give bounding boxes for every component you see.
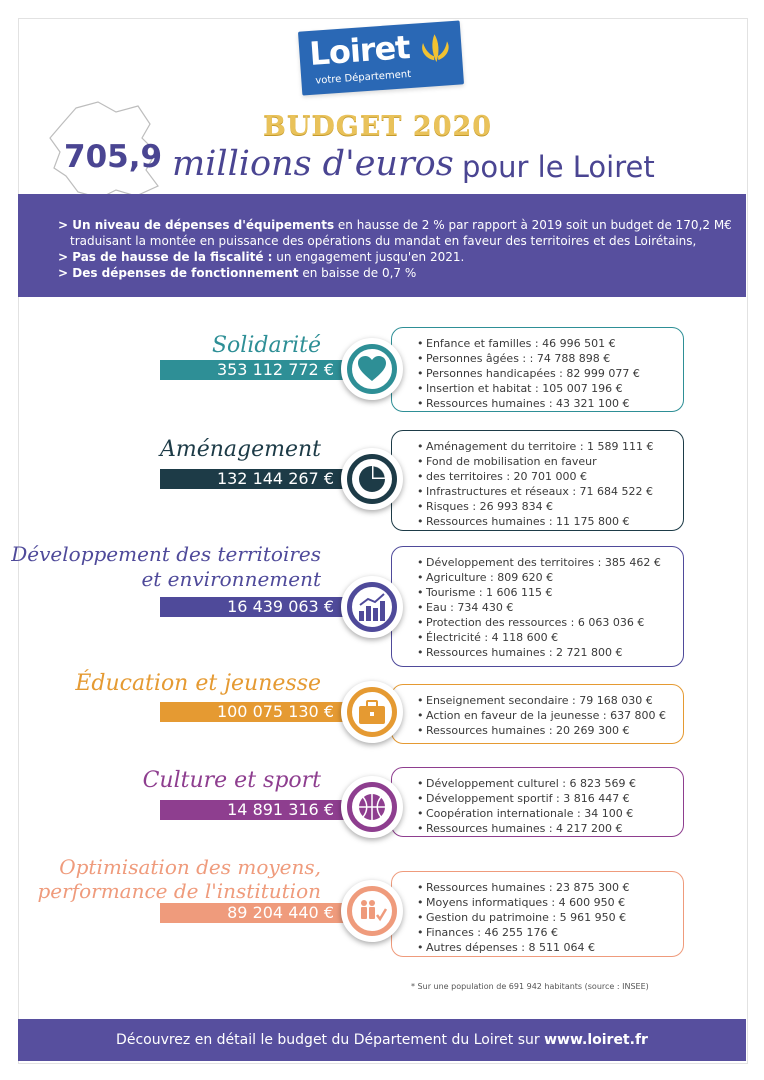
budget-title: BUDGET 2020 [263,111,493,142]
section-title-developpement-2: et environnement [141,567,321,591]
amount-amenagement: 132 144 267 € [160,469,372,489]
list-item: • Coopération internationale : 34 100 € [426,806,683,821]
list-item: • Insertion et habitat : 105 007 196 € [426,381,683,396]
amount-solidarite: 353 112 772 € [160,360,372,380]
banner-line-3: > Pas de hausse de la fiscalité : un engagement jusqu'en 2021. [58,250,465,264]
list-item: • Protection des ressources : 6 063 036 € [426,615,683,630]
footer-text: Découvrez en détail le budget du Département du Loiret sur [116,1032,545,1048]
list-item: • Ressources humaines : 23 875 300 € [426,880,683,895]
optimisation-badge [341,880,403,942]
list-item: • Personnes handicapées : 82 999 077 € [426,366,683,381]
pour-label: pour le Loiret [462,150,655,184]
section-title-education: Éducation et jeunesse [75,671,321,696]
list-item: • Ressources humaines : 2 721 800 € [426,645,683,660]
section-title-amenagement: Aménagement [159,437,321,462]
list-item: • Aménagement du territoire : 1 589 111 € [426,439,683,454]
list-item: • Finances : 46 255 176 € [426,925,683,940]
list-item: • Ressources humaines : 43 321 100 € [426,396,683,411]
people-check-icon [356,895,388,927]
culture-badge [341,776,403,838]
list-item: • Agriculture : 809 620 € [426,570,683,585]
footnote: * Sur une population de 691 942 habitants (source : INSEE) [411,982,649,991]
list-item: • Enfance et familles : 46 996 501 € [426,336,683,351]
list-item: • Tourisme : 1 606 115 € [426,585,683,600]
amenagement-badge [341,448,403,510]
amount-culture: 14 891 316 € [160,800,372,820]
highlights-banner [18,194,746,297]
bar-graph-icon [356,591,388,623]
footer-banner [18,1019,746,1061]
total-amount: 705,9 [64,139,163,175]
list-item: • Moyens informatiques : 4 600 950 € [426,895,683,910]
list-item: • des territoires : 20 701 000 € [426,469,683,484]
section-title-optimisation-1: Optimisation des moyens, [59,855,321,879]
pie-chart-icon [356,463,388,495]
list-item: • Personnes âgées : : 74 788 898 € [426,351,683,366]
section-title-optimisation-2: performance de l'institution [37,879,321,903]
developpement-badge [341,576,403,638]
details-culture [391,767,684,837]
list-item: • Électricité : 4 118 600 € [426,630,683,645]
list-item: • Gestion du patrimoine : 5 961 950 € [426,910,683,925]
loiret-logo[interactable] [298,20,464,95]
list-item: • Développement culturel : 6 823 569 € [426,776,683,791]
details-optimisation [391,871,684,957]
education-badge [341,681,403,743]
details-solidarite [391,327,684,412]
banner-line-4: > Des dépenses de fonctionnement en baisse de 0,7 % [58,266,417,280]
section-title-culture: Culture et sport [142,768,321,793]
list-item: • Action en faveur de la jeunesse : 637 800 € [426,708,683,723]
list-item: • Ressources humaines : 20 269 300 € [426,723,683,738]
section-title-developpement-1: Développement des territoires [11,542,321,566]
list-item: • Développement des territoires : 385 462 € [426,555,683,570]
list-item: • Eau : 734 430 € [426,600,683,615]
logo-tagline: votre Département [315,68,412,87]
footer-link[interactable]: www.loiret.fr [544,1032,648,1048]
list-item: • Fond de mobilisation en faveur [426,454,683,469]
banner-line-1: > Un niveau de dépenses d'équipements en hausse de 2 % par rapport à 2019 soit un budget de 170,2 M€ [58,218,732,232]
list-item: • Enseignement secondaire : 79 168 030 € [426,693,683,708]
list-item: • Ressources humaines : 11 175 800 € [426,514,683,529]
list-item: • Infrastructures et réseaux : 71 684 522 € [426,484,683,499]
briefcase-icon [356,696,388,728]
details-developpement [391,546,684,667]
banner-line-2: traduisant la montée en puissance des opérations du mandat en faveur des territoires et des Loirétains, [70,234,697,248]
details-amenagement [391,430,684,531]
section-title-solidarite: Solidarité [211,333,321,358]
list-item: • Risques : 26 993 834 € [426,499,683,514]
details-education [391,684,684,744]
logo-name: Loiret [308,28,411,73]
amount-optimisation: 89 204 440 € [160,903,372,923]
solidarite-badge [341,338,403,400]
list-item: • Autres dépenses : 8 511 064 € [426,940,683,955]
amount-developpement: 16 439 063 € [160,597,372,617]
ball-icon [356,791,388,823]
heart-icon [356,353,388,385]
millions-label: millions d'euros [172,144,454,184]
list-item: • Ressources humaines : 4 217 200 € [426,821,683,836]
amount-education: 100 075 130 € [160,702,372,722]
list-item: • Développement sportif : 3 816 447 € [426,791,683,806]
fleur-de-lis-icon [416,29,455,71]
